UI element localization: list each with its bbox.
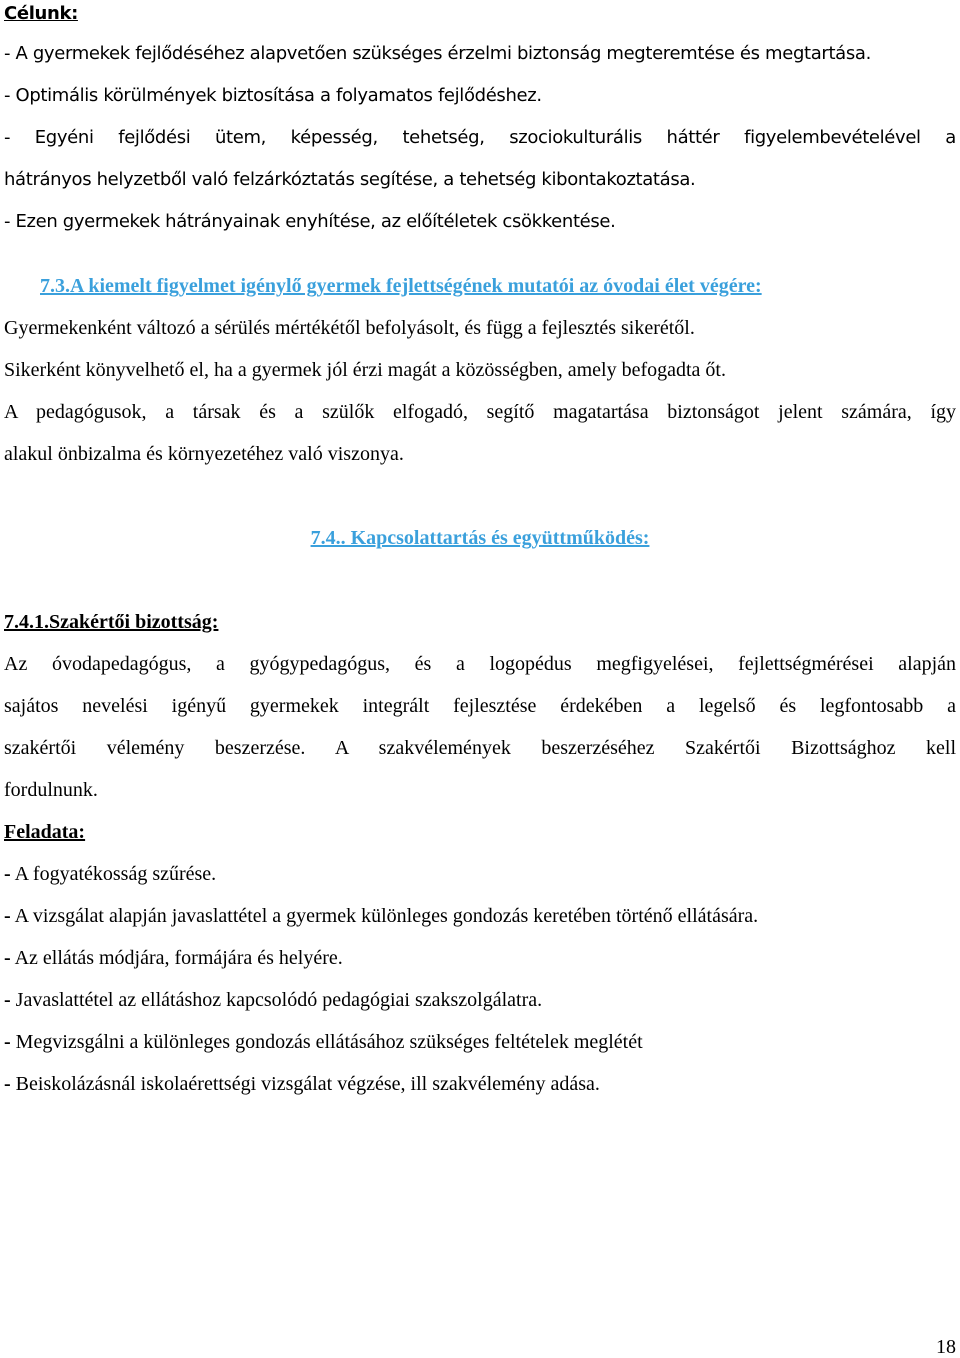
- celunk-title: Célunk:: [4, 3, 78, 24]
- section-7-3-line-2: Sikerként könyvelhető el, ha a gyermek jól érzi magát a közösségben, amely befogadta őt.: [4, 359, 726, 381]
- feladata-title: Feladata:: [4, 821, 86, 843]
- section-7-4-1-line-1: Az óvodapedagógus, a gyógypedagógus, és a logopédus megfigyelései, fejlettségmérései alapján: [4, 653, 956, 675]
- feladata-item-text: Az ellátás módjára, formájára és helyére.: [10, 947, 343, 969]
- section-7-4-1-heading: 7.4.1.Szakértői bizottság:: [4, 611, 219, 633]
- section-7-3-heading: 7.3.A kiemelt figyelmet igénylő gyermek fejlettségének mutatói az óvodai élet végére:: [40, 275, 762, 297]
- feladata-item-text: Beiskolázásnál iskolaérettségi vizsgálat végzése, ill szakvélemény adása.: [10, 1073, 600, 1095]
- section-7-4-1-line-3: szakértői vélemény beszerzése. A szakvélemények beszerzéséhez Szakértői Bizottsághoz kell: [4, 737, 956, 759]
- list-dash: -: [4, 863, 11, 885]
- feladata-item-text: Javaslattétel az ellátáshoz kapcsolódó pedagógiai szakszolgálatra.: [10, 989, 543, 1011]
- feladata-item-4: [4, 988, 956, 1012]
- section-7-4-heading: 7.4.. Kapcsolattartás és együttműködés:: [310, 527, 650, 549]
- celunk-item-2: - Optimális körülmények biztosítása a folyamatos fejlődéshez.: [4, 85, 542, 106]
- feladata-item-5: [4, 1030, 956, 1054]
- section-7-4-1-line-4: fordulnunk.: [4, 779, 98, 801]
- feladata-item-3: [4, 946, 956, 970]
- list-dash: -: [4, 1073, 11, 1095]
- section-7-3-line-4: alakul önbizalma és környezetéhez való viszonya.: [4, 443, 404, 465]
- feladata-item-6: [4, 1072, 956, 1096]
- list-dash: -: [4, 905, 11, 927]
- celunk-item-3: - Egyéni fejlődési ütem, képesség, tehetség, szociokulturális háttér figyelembevételével a: [4, 127, 956, 148]
- feladata-item-2: [4, 904, 956, 928]
- section-7-3-line-3: A pedagógusok, a társak és a szülők elfogadó, segítő magatartása biztonságot jelent számára, így: [4, 401, 956, 423]
- list-dash: -: [4, 1031, 11, 1053]
- section-7-4-1-line-2: sajátos nevelési igényű gyermekek integrált fejlesztése érdekében a legelső és legfontosabb a: [4, 695, 956, 717]
- list-dash: -: [4, 989, 11, 1011]
- feladata-item-text: A vizsgálat alapján javaslattétel a gyermek különleges gondozás keretében történő ellátására.: [10, 905, 759, 927]
- feladata-item-1: [4, 862, 956, 886]
- list-dash: -: [4, 947, 11, 969]
- celunk-item-3-continued: hátrányos helyzetből való felzárkóztatás segítése, a tehetség kibontakoztatása.: [4, 169, 696, 190]
- page-number: 18: [936, 1336, 956, 1358]
- celunk-item-1: - A gyermekek fejlődéséhez alapvetően szükséges érzelmi biztonság megteremtése és megtartása.: [4, 43, 871, 64]
- feladata-item-text: A fogyatékosság szűrése.: [10, 863, 217, 885]
- feladata-item-text: Megvizsgálni a különleges gondozás ellátásához szükséges feltételek meglétét: [10, 1031, 643, 1053]
- section-7-3-line-1: Gyermekenként változó a sérülés mértékétől befolyásolt, és függ a fejlesztés sikerétől.: [4, 317, 695, 339]
- celunk-item-4: - Ezen gyermekek hátrányainak enyhítése, az előítéletek csökkentése.: [4, 211, 616, 232]
